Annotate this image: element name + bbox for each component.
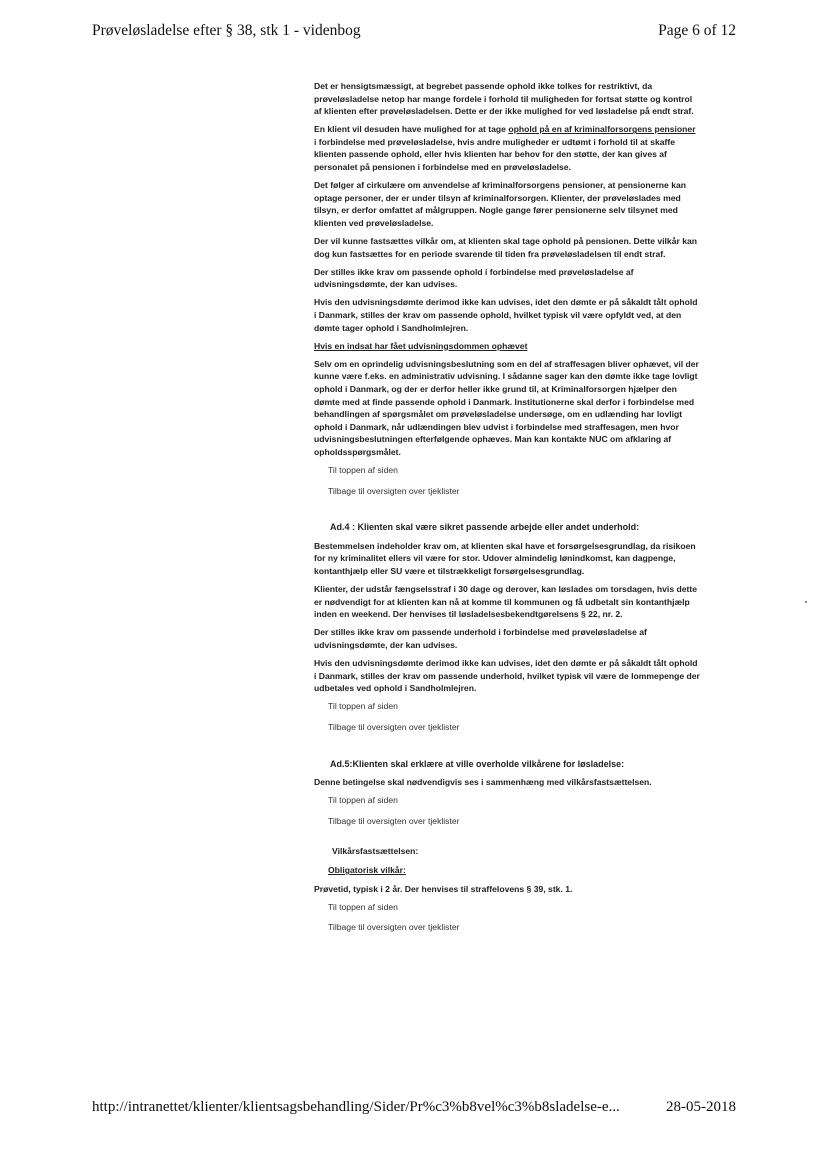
back-to-checklists-link[interactable]: Tilbage til oversigten over tjeklister — [328, 815, 460, 826]
back-to-checklists-link[interactable]: Tilbage til oversigten over tjeklister — [328, 485, 460, 496]
paragraph-text: i forbindelse med prøveløsladelse, hvis andre muligheder er udtømt i forhold til at skaffe klienten passende ophold, eller hvis klienten har behov for den støtte, der kan gives af personalet på pensionen i forbindelse med en prøveløsladelse. — [314, 136, 676, 173]
paragraph: Der stilles ikke krav om passende underhold i forbindelse med prøveløsladelse af udvisningsdømte, der kan udvises. — [314, 627, 647, 650]
scan-speck — [805, 601, 807, 603]
paragraph: Der vil kunne fastsættes vilkår om, at klienten skal tage ophold på pensionen. Dette vilkår kan dog kun fastsættes for en periode svarende til tiden fra prøveløsladelsen til endt straf. — [314, 236, 698, 259]
back-to-top-link[interactable]: Til toppen af siden — [328, 465, 398, 476]
section-heading-ad5: Ad.5:Klienten skal erklære at ville overholde vilkårene for løsladelse: — [330, 758, 625, 769]
paragraph: Der stilles ikke krav om passende ophold i forbindelse med prøveløsladelse af udvisningsdømte, der kan udvises. — [314, 266, 634, 290]
footer-date: 28-05-2018 — [666, 1099, 736, 1115]
paragraph: Hvis den udvisningsdømte derimod ikke kan udvises, idet den dømte er på såkaldt tålt ophold i Danmark, stilles der krav om passende ophold, hvilket typisk vil være opfyldt ved, at den dømte tager ophold i Sandholmlejren. — [314, 297, 698, 333]
vilkar-heading: Vilkårsfastsættelsen: — [332, 846, 419, 857]
paragraph-text: En klient vil desuden have mulighed for at tage — [314, 124, 509, 135]
back-to-top-link[interactable]: Til toppen af siden — [328, 701, 398, 712]
paragraph: Hvis den udvisningsdømte derimod ikke kan udvises, idet den dømte er på såkaldt tålt ophold i Danmark, stilles der krav om passende underhold, hvilket typisk vil være de lommepenge der udbetales ved ophold i Sandholmlejren. — [314, 658, 700, 694]
obligatory-terms-heading: Obligatorisk vilkår: — [328, 865, 406, 875]
paragraph: Bestemmelsen indeholder krav om, at klienten skal have et forsørgelsesgrundlag, da risikoen for ny kriminalitet ellers vil være for stor. Udover almindelig lønindkomst, kan dagpenge, kontanthjælp eller SU være et tilstrækkeligt forsørgelsesgrundlag. — [314, 540, 696, 576]
pension-link[interactable]: ophold på en af kriminalforsorgens pensioner — [508, 124, 696, 135]
paragraph — [314, 123, 700, 173]
page-number: Page 6 of 12 — [658, 22, 736, 39]
back-to-checklists-link[interactable]: Tilbage til oversigten over tjeklister — [328, 922, 460, 933]
section-heading-ad4: Ad.4 : Klienten skal være sikret passende arbejde eller andet underhold: — [330, 522, 640, 533]
document-body — [314, 80, 700, 942]
paragraph: Denne betingelse skal nødvendigvis ses i sammenhæng med vilkårsfastsættelsen. — [314, 777, 652, 788]
paragraph: Klienter, der udstår fængselsstraf i 30 dage og derover, kan løslades om torsdagen, hvis dette er nødvendigt for at klienten kan nå at komme til kommunen og få udbetalt sin kontanthjælp inden en weekend. Der henvises til løsladelsesbekendtgørelsens § 22, nr. 2. — [314, 584, 698, 620]
paragraph: Selv om en oprindelig udvisningsbeslutning som en del af straffesagen bliver ophævet, vil der kunne være f.eks. en administrativ udvisning. I sådanne sager kan den dømte ikke tage lovligt ophold i Danmark, og der er derfor heller ikke grund til, at Kriminalforsorgen hjælper den dømte med at finde passende ophold i Danmark. Institutionerne skal derfor i forbindelse med behandlingen af spørgsmålet om prøveløsladelse undersøge, om en udlænding har lovligt ophold i Danmark, når udlændingen blev udvist i forbindelse med straffesagen, men hvor udvisningsbeslutningen efterfølgende ophæves. Man kan kontakte NUC om afklaring af opholdsspørgsmålet. — [314, 358, 699, 457]
back-to-top-link[interactable]: Til toppen af siden — [328, 901, 398, 912]
document-title: Prøveløsladelse efter § 38, stk 1 - videnbog — [92, 22, 361, 39]
back-to-checklists-link[interactable]: Tilbage til oversigten over tjeklister — [328, 721, 460, 732]
paragraph: Prøvetid, typisk i 2 år. Der henvises til straffelovens § 39, stk. 1. — [314, 883, 573, 894]
footer-url: http://intranettet/klienter/klientsagsbehandling/Sider/Pr%c3%b8vel%c3%b8sladelse-e... — [92, 1099, 620, 1115]
back-to-top-link[interactable]: Til toppen af siden — [328, 795, 398, 806]
paragraph: Det er hensigtsmæssigt, at begrebet passende ophold ikke tolkes for restriktivt, da prøveløsladelse netop har mange fordele i forhold til muligheden for fortsat støtte og kontrol af klienten efter prøveløsladelsen. Dette er der ikke mulighed for ved løsladelse på endt straf. — [314, 81, 694, 117]
paragraph: Det følger af cirkulære om anvendelse af kriminalforsorgens pensioner, at pensionerne kan optage personer, der er under tilsyn af kriminalforsorgen. Klienter, der prøveløslades med tilsyn, er derfor omfattet af målgruppen. Nogle gange fører pensionerne selv tilsynet med klienten ved prøveløsladelse. — [314, 180, 687, 228]
section-subheading: Hvis en indsat har fået udvisningsdommen ophævet — [314, 340, 528, 351]
